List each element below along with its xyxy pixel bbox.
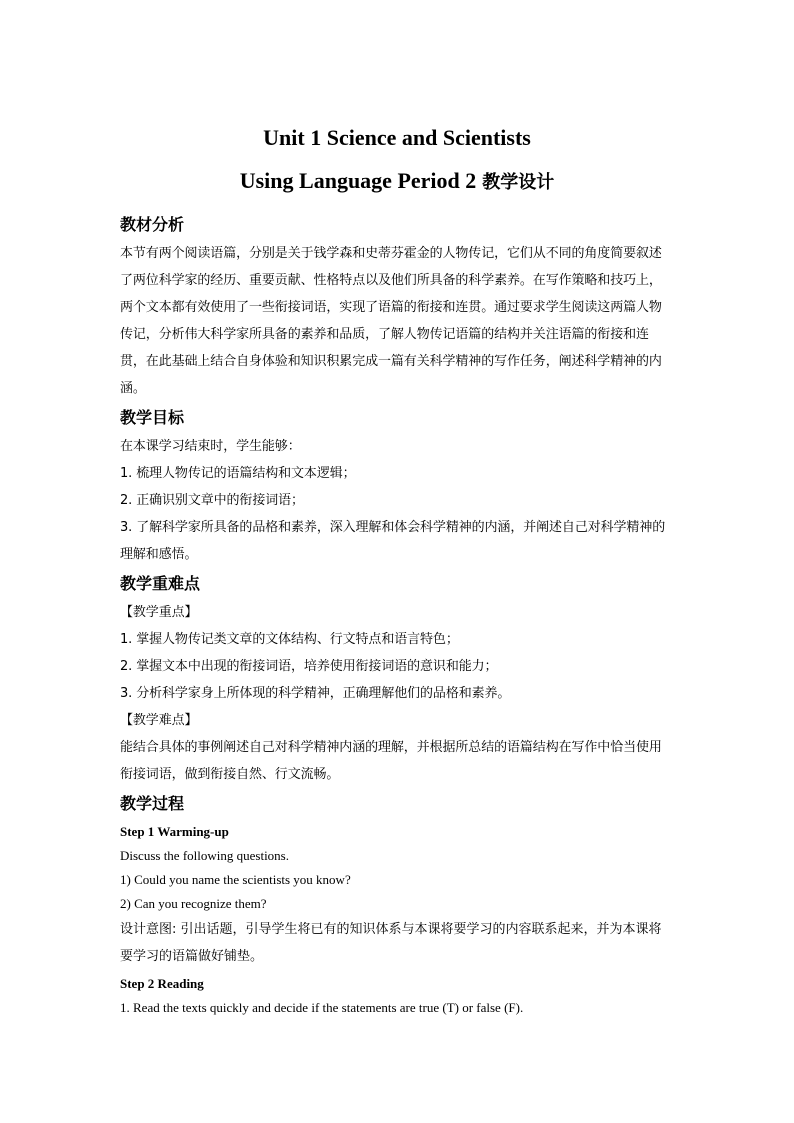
objective-item: 2. 正确识别文章中的衔接词语； — [120, 493, 304, 508]
difficult-points-text: 能结合具体的事例阐述自己对科学精神内涵的理解，并根据所总结的语篇结构在写作中恰当使用衔接词语，做到衔接自然、行文流畅。 — [120, 740, 662, 782]
key-points-label: 【教学重点】 — [120, 605, 198, 620]
section-heading-process: 教学过程 — [120, 794, 185, 813]
step1-design-note: 设计意图: 引出话题，引导学生将已有的知识体系与本课将要学习的内容联系起来，并为本课将要学习的语篇做好铺垫。 — [120, 922, 662, 964]
objective-item: 1. 梳理人物传记的语篇结构和文本逻辑； — [120, 466, 356, 481]
section-heading-materials: 教材分析 — [120, 215, 185, 234]
document-subtitle — [120, 166, 674, 198]
step1-line: 2) Can you recognize them? — [120, 896, 267, 911]
key-point-item: 1. 掌握人物传记类文章的文体结构、行文特点和语言特色； — [120, 632, 459, 647]
subtitle-en: Using Language Period 2 — [239, 168, 477, 193]
materials-analysis-text: 本节有两个阅读语篇，分别是关于钱学森和史蒂芬霍金的人物传记，它们从不同的角度简要叙述了两位科学家的经历、重要贡献、性格特点以及他们所具备的科学素养。在写作策略和技巧上，两个文本都有效使用了一些衔接词语，实现了语篇的衔接和连贯。通过要求学生阅读这两篇人物传记，分析伟大科学家所具备的素养和品质，了解人物传记语篇的结构并关注语篇的衔接和连贯，在此基础上结合自身体验和知识积累完成一篇有关科学精神的写作任务，阐述科学精神的内涵。 — [120, 246, 662, 396]
section-heading-objectives: 教学目标 — [120, 408, 185, 427]
step1-line: 1) Could you name the scientists you know? — [120, 872, 351, 887]
section-heading-key-difficult: 教学重难点 — [120, 574, 201, 593]
subtitle-cn: 教学设计 — [482, 172, 555, 193]
key-point-item: 3. 分析科学家身上所体现的科学精神，正确理解他们的品格和素养。 — [120, 686, 511, 701]
step1-title: Step 1 Warming-up — [120, 824, 229, 839]
step1-line: Discuss the following questions. — [120, 848, 289, 863]
step2-line: 1. Read the texts quickly and decide if the statements are true (T) or false (F). — [120, 1000, 524, 1015]
document-title: Unit 1 Science and Scientists — [263, 125, 531, 150]
step2-title: Step 2 Reading — [120, 976, 204, 991]
objective-item: 3. 了解科学家所具备的品格和素养，深入理解和体会科学精神的内涵，并阐述自己对科学精神的理解和感悟。 — [120, 520, 666, 562]
objectives-intro: 在本课学习结束时，学生能够： — [120, 439, 301, 454]
key-point-item: 2. 掌握文本中出现的衔接词语，培养使用衔接词语的意识和能力； — [120, 659, 498, 674]
difficult-points-label: 【教学难点】 — [120, 713, 198, 728]
